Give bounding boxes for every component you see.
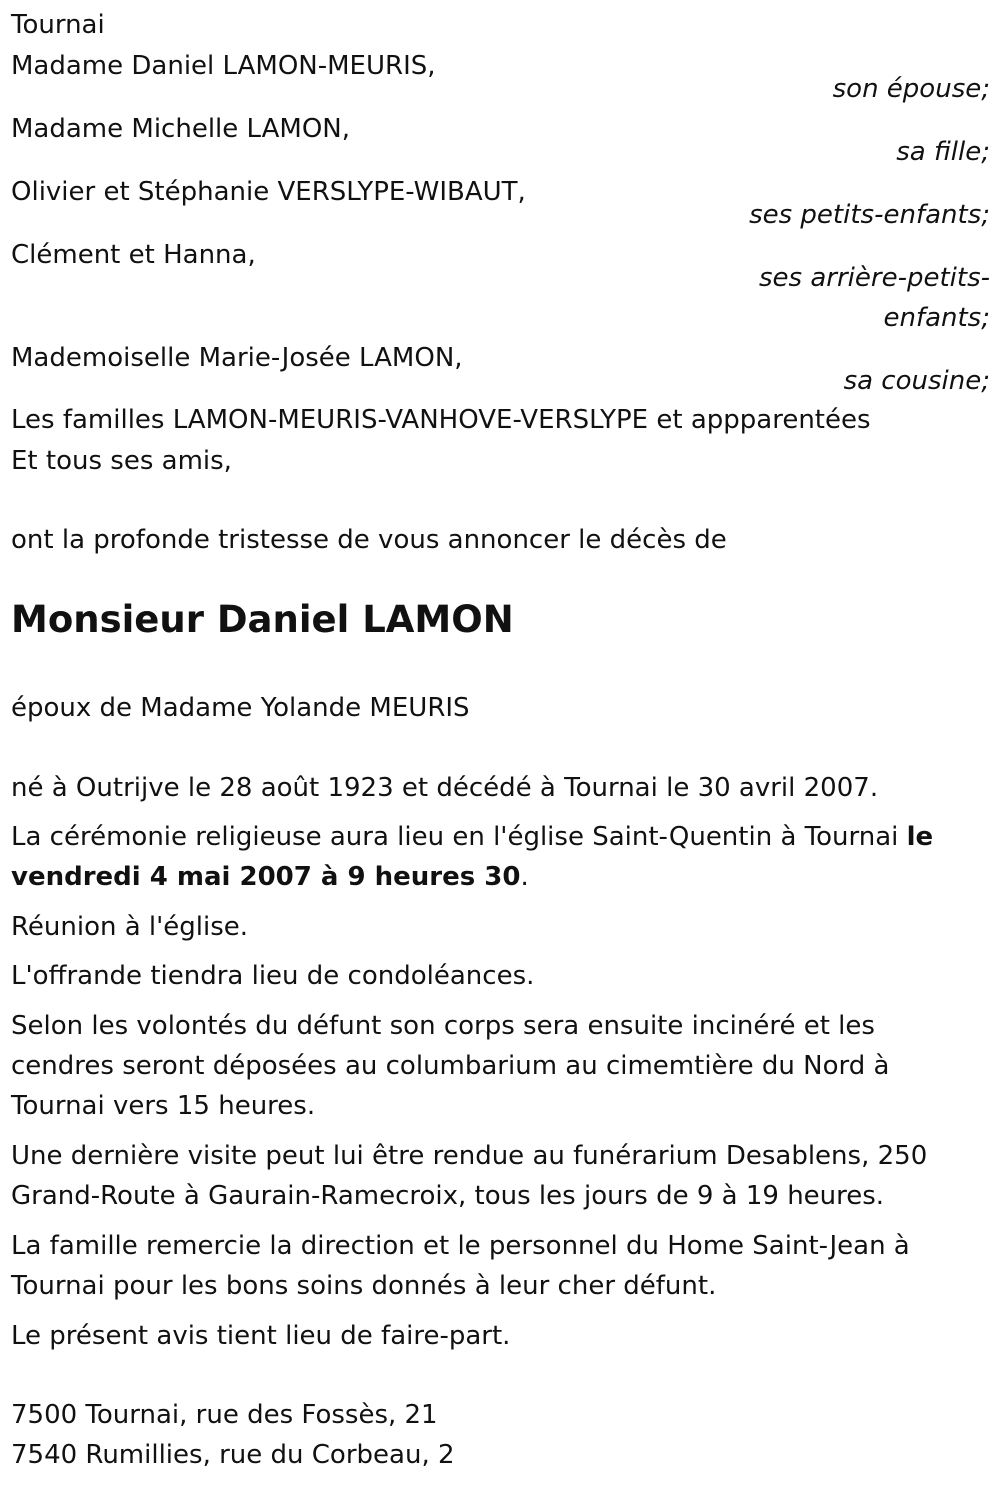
family-relation-4-line1: ses arrière-petits- [759,263,990,293]
family-name-3: Olivier et Stéphanie VERSLYPE-WIBAUT, [11,177,526,207]
family-name-5: Mademoiselle Marie-Josée LAMON, [11,343,463,373]
cremation-paragraph: Selon les volontés du défunt son corps sera ensuite incinéré et les cendres seront déposées au columbarium au cimemtière du Nord à Tournai vers 15 heures. [11,1011,890,1121]
friends-line: Et tous ses amis, [11,446,232,476]
deceased-name: Monsieur Daniel LAMON [11,598,514,641]
family-relation-5: sa cousine; [843,366,990,396]
families-line: Les familles LAMON-MEURIS-VANHOVE-VERSLYPE et appparentées [11,405,871,435]
family-relation-3: ses petits-enfants; [749,200,990,230]
family-name-2: Madame Michelle LAMON, [11,114,351,144]
thanks-paragraph: La famille remercie la direction et le personnel du Home Saint-Jean à Tournai pour les bons soins donnés à leur cher défunt. [11,1231,910,1301]
ceremony-paragraph [11,817,971,897]
meeting-line: Réunion à l'église. [11,912,249,942]
family-relation-2: sa fille; [896,137,990,167]
announcement: ont la profonde tristesse de vous annoncer le décès de [11,525,727,555]
visit-paragraph: Une dernière visite peut lui être rendue au funérarium Desablens, 250 Grand-Route à Gaurain-Ramecroix, tous les jours de 9 à 19 heures. [11,1141,928,1211]
address-1: 7500 Tournai, rue des Fossès, 21 [11,1400,438,1430]
ceremony-end: . [520,862,529,892]
spouse-line: époux de Madame Yolande MEURIS [11,693,470,723]
family-relation-1: son épouse; [832,74,990,104]
notice-line: Le présent avis tient lieu de faire-part. [11,1321,511,1351]
city-heading: Tournai [11,10,105,40]
family-name-1: Madame Daniel LAMON-MEURIS, [11,51,436,81]
ceremony-date: le vendredi 4 mai 2007 à 9 heures 30 [11,822,934,892]
offering-line: L'offrande tiendra lieu de condoléances. [11,961,535,991]
family-name-4: Clément et Hanna, [11,240,256,270]
ceremony-text: La cérémonie religieuse aura lieu en l'église Saint-Quentin à Tournai [11,822,907,852]
birth-death-line: né à Outrijve le 28 août 1923 et décédé à Tournai le 30 avril 2007. [11,773,879,803]
family-relation-4-line2: enfants; [883,303,990,333]
address-2: 7540 Rumillies, rue du Corbeau, 2 [11,1440,455,1470]
